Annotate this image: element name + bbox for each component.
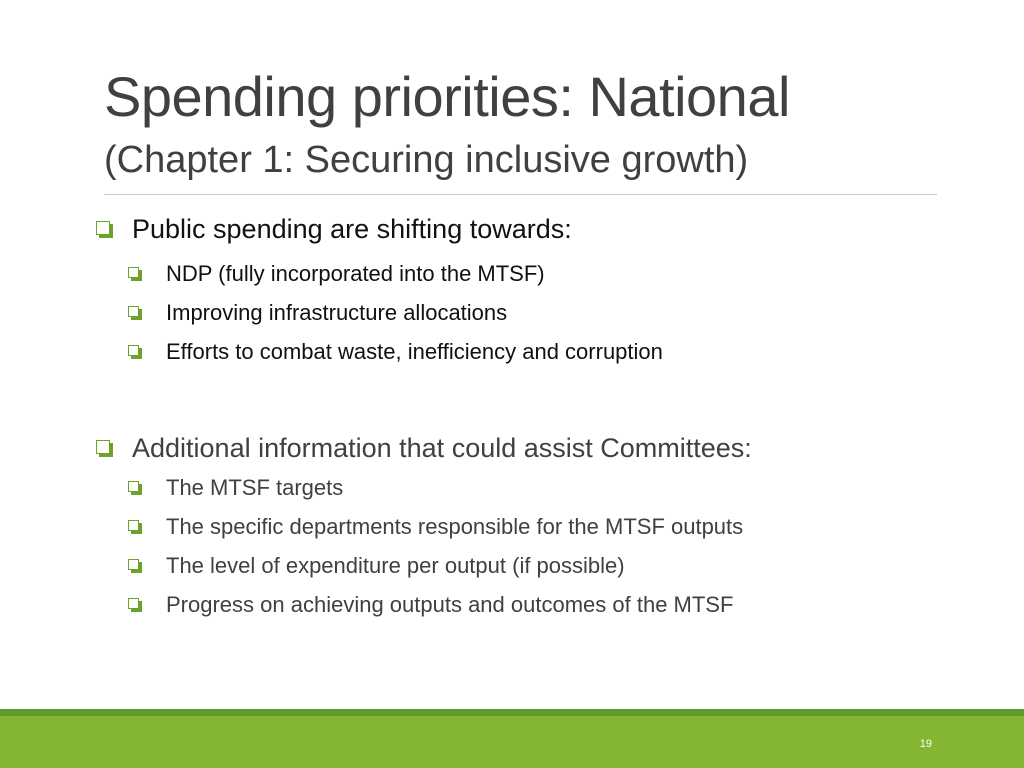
checkbox-bullet-icon bbox=[96, 221, 113, 238]
list-item-text: The level of expenditure per output (if possible) bbox=[166, 553, 625, 578]
checkbox-bullet-icon bbox=[128, 345, 142, 359]
section-heading-text: Public spending are shifting towards: bbox=[132, 214, 572, 244]
checkbox-bullet-icon bbox=[128, 520, 142, 534]
list-item-text: The MTSF targets bbox=[166, 475, 344, 500]
section-heading-text: Additional information that could assist Committees: bbox=[132, 433, 752, 463]
list-item bbox=[128, 552, 625, 580]
section-2-heading bbox=[96, 431, 752, 465]
list-item bbox=[128, 513, 743, 541]
list-item bbox=[128, 474, 343, 502]
list-item-text: Improving infrastructure allocations bbox=[166, 300, 508, 325]
title-divider bbox=[104, 194, 937, 195]
list-item-text: The specific departments responsible for the MTSF outputs bbox=[166, 514, 744, 539]
list-item bbox=[128, 260, 545, 288]
checkbox-bullet-icon bbox=[128, 598, 142, 612]
section-1-heading bbox=[96, 212, 572, 246]
list-item bbox=[128, 591, 733, 619]
slide-subtitle: (Chapter 1: Securing inclusive growth) bbox=[104, 139, 749, 181]
list-item-text: Efforts to combat waste, inefficiency and corruption bbox=[166, 339, 663, 364]
list-item-text: NDP (fully incorporated into the MTSF) bbox=[166, 261, 545, 286]
list-item-text: Progress on achieving outputs and outcomes of the MTSF bbox=[166, 592, 734, 617]
checkbox-bullet-icon bbox=[128, 306, 142, 320]
footer-accent-stripe bbox=[0, 709, 1024, 716]
checkbox-bullet-icon bbox=[128, 559, 142, 573]
checkbox-bullet-icon bbox=[128, 481, 142, 495]
footer-band bbox=[0, 716, 1024, 768]
page-number: 19 bbox=[919, 738, 932, 750]
slide-title: Spending priorities: National bbox=[104, 65, 790, 128]
checkbox-bullet-icon bbox=[96, 440, 113, 457]
list-item bbox=[128, 299, 507, 327]
checkbox-bullet-icon bbox=[128, 267, 142, 281]
list-item bbox=[128, 338, 663, 366]
